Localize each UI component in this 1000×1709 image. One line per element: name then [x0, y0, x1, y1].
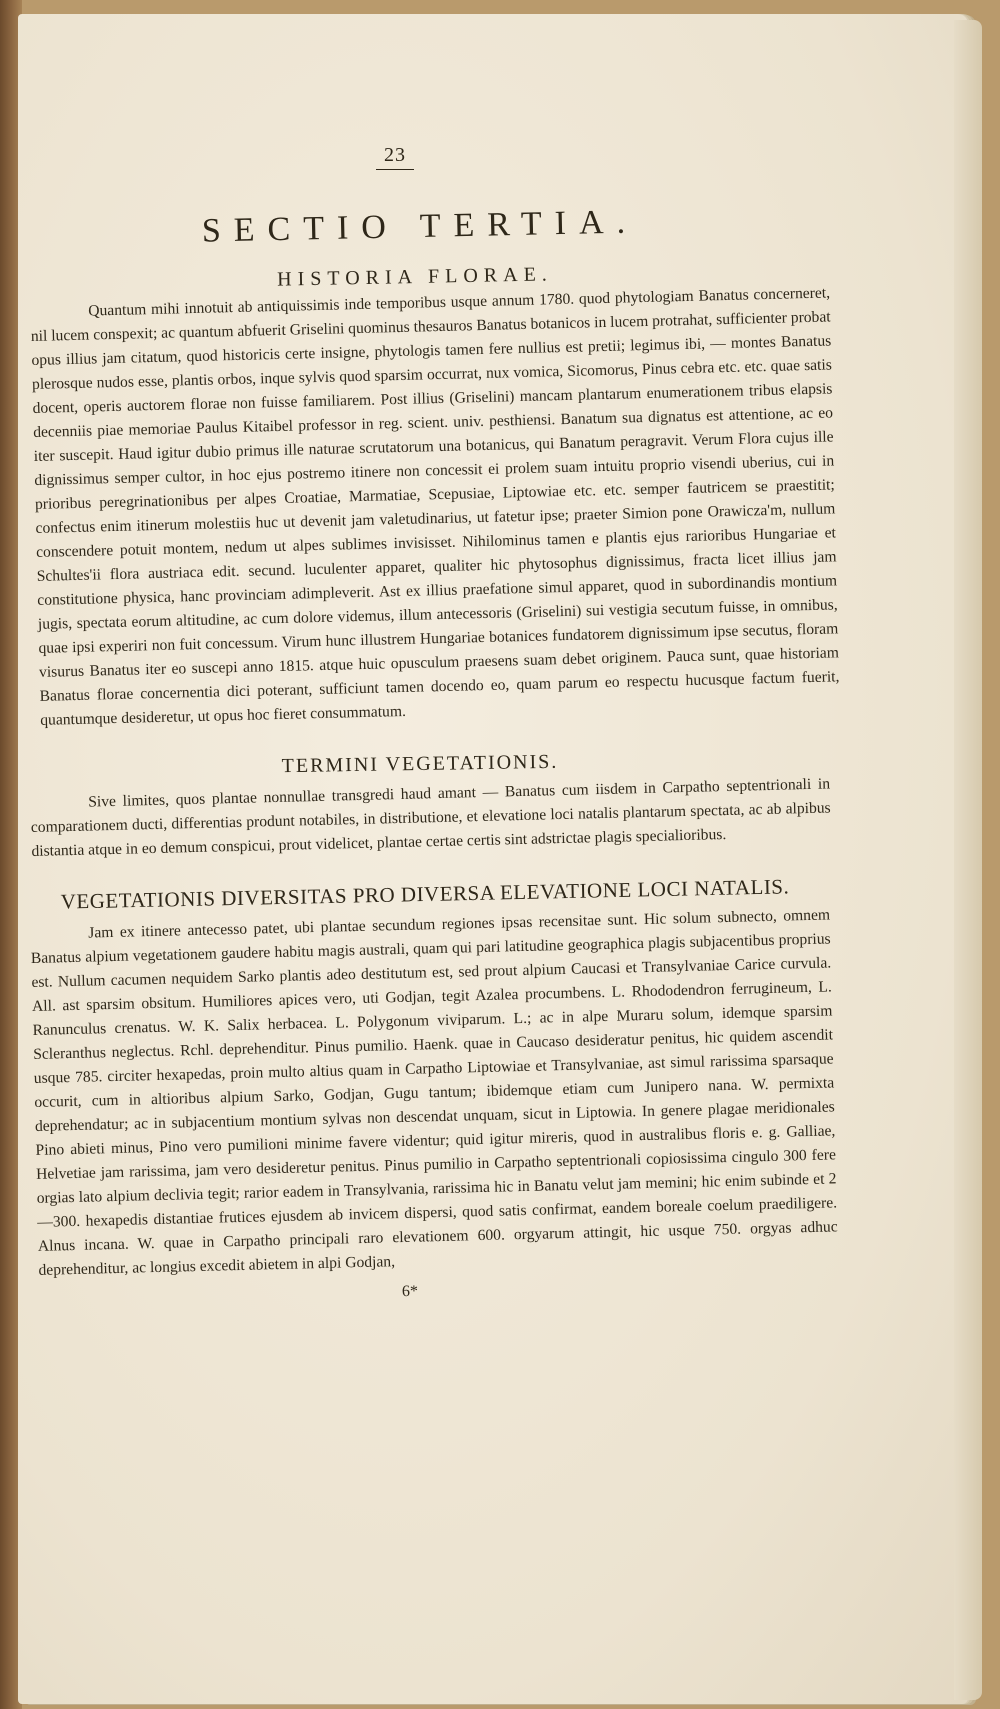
paragraph-diversitas: Jam ex itinere antecesso patet, ubi plantae secundum regiones ipsas recensitae sunt. Hic solum subnecto, omnem Banatus alpium vegetationem gaudere habitu magis australi, quam qui pari latitudine geographica plagis subjacentibus proprius est. Nullum cacumen nequidem Sarko plantis adeo destitutum est, sed prout alpium Caucasi et Transylvaniae Carice curvula. All. ast sparsim obsitum. Humiliores apices vero, uti Godjan, tegit Azalea procumbens. L. Rhododendron ferrugineum, L. Ranunculus crenatus. W. K. Salix herbacea. L. Polygonum viviparum. L.; ac in alpe Muraru solum, idemque sparsim Scleranthus neglectus. Rchl. deprehenditur. Pinus pumilio. Haenk. quae in Caucaso desideratur penitus, hic quidem ascendit usque 785. circiter hexapedas, proin multo altius quam in Carpatho Liptowiae et Transylvaniae, ast simul rarissima sparsaque occurit, cum in altioribus alpium Sarko, Godjan, Gugu tantum; ibidemque etiam cum Junipero nana. W. permixta deprehendatur; ac in subjacentium montium sylvas non descendat unquam, sicut in Liptowia. In genere plagae meridionales Pino abieti minus, Pino vero pumilioni minime favere videntur; quid igitur mireris, quod in australibus floris e. g. Galliae, Helvetiae jam rarissima, jam vero desideretur penitus. Pinus pumilio in Carpatho septentrionali copiosissima cingulo 300 fere orgias lato alpium declivia tegit; rarior eadem in Transylvania, rarissima hic in Banatu velut jam memini; hic enim subinde et 2—300. hexapedis distantiae frutices ejusdem ab invicem dispersi, quod satis confirmat, eandem boreale coelum praediligere. Alnus incana. W. quae in Carpatho principali raro elevationem 600. orgyarum attingit, hic usque 750. orgyas adhuc deprehenditur, ac longius excedit abietem in alpi Godjan, — [30, 906, 838, 1279]
heading-diversitas: VEGETATIONIS DIVERSITAS PRO DIVERSA ELEVATIONE LOCI NATALIS. — [60, 874, 790, 914]
page-number: 23 — [0, 144, 830, 170]
paragraph-termini: Sive limites, quos plantae nonnullae transgredi haud amant — Banatus cum iisdem in Carpatho septentrionali in comparationem ducti, differentias produnt notabiles, in distributione, et elevatione loci natalis plantarum spectata, ac ab alpibus distantia atque in eo demum conspicui, prout videlicet, plantae certae certis sint adstrictae plagis specialioribus. — [30, 775, 831, 860]
section-title: SECTIO TERTIA. — [201, 203, 639, 250]
heading-termini: TERMINI VEGETATIONIS. — [281, 750, 559, 778]
page-edge — [954, 20, 982, 1700]
section-subtitle: HISTORIA FLORAE. — [276, 263, 554, 291]
signature-mark: 6* — [401, 1282, 419, 1301]
page-content — [30, 144, 840, 1301]
paragraph-historia: Quantum mihi innotuit ab antiquissimis inde temporibus usque annum 1780. quod phytologiam Banatus concerneret, nil lucem conspexit; ac quantum abfuerit Griselini quominus thesauros Banatus botanicos in lucem protrahat, sufficienter probat opus illius jam citatum, quod historicis certe insigne, phytologis tamen fere nullius est pretii; legimus ibi, — montes Banatus plerosque nudos esse, plantis orbos, inque sylvis quod sparsim occurrat, nux vomica, Sicomorus, Pinus cebra etc. etc. quae satis docent, operis auctorem florae non fuisse familiarem. Post illius (Griselini) mancam plantarum enumerationem tribus elapsis decenniis piae memoriae Paulus Kitaibel professor in reg. scient. univ. pesthiensi. Banatum sua dignatus est attentione, ac eo iter suscepit. Haud igitur dubio primus ille naturae scrutatorum una botanicus, qui Banatum peragravit. Verum Flora cujus ille dignissimus semper cultor, in hoc ejus postremo itinere non concessit ei prolem suam intuitu proprio visendi uberius, cui in prioribus peregrinationibus per alpes Croatiae, Marmatiae, Scepusiae, Liptowiae etc. etc. semper fautricem se praestitit; confectus enim itinerum molestiis huc ut devenit jam valetudinarius, ut fatetur ipse; praeter Simion pone Orawicza'm, nullum conscendere potuit montem, nedum ut alpes sublimes invisisset. Nihilominus tamen e plantis ejus rarioribus Hungariae et Schultes'ii flora austriaca edit. secund. luculenter apparet, qualiter hic phytosophus dignissimus, fracta licet illius jam constitutione physica, hanc provinciam adimpleverit. Ast ex illius praefatione simul apparet, quod in subordinandis montium jugis, spectata eorum altitudine, ac cum dolore videmus, illum antecessoris (Griselini) sui vestigia secutum fuisse, in omnibus, quae ipsi experiri non fuit concessum. Virum hunc illustrem Hungariae botanices fundatorem dignissimum ipse secutus, floram visurus Banatus iter eo suscepi anno 1815. atque huic opusculum praesens suam debet originem. Pauca sunt, quae historiam Banatus florae concernentia dici poterant, sufficiunt tamen docendo eo, quam parum eo respectu hucusque factum fuerit, quantumque desideretur, ut opus hoc fieret consummatum. — [30, 284, 840, 729]
